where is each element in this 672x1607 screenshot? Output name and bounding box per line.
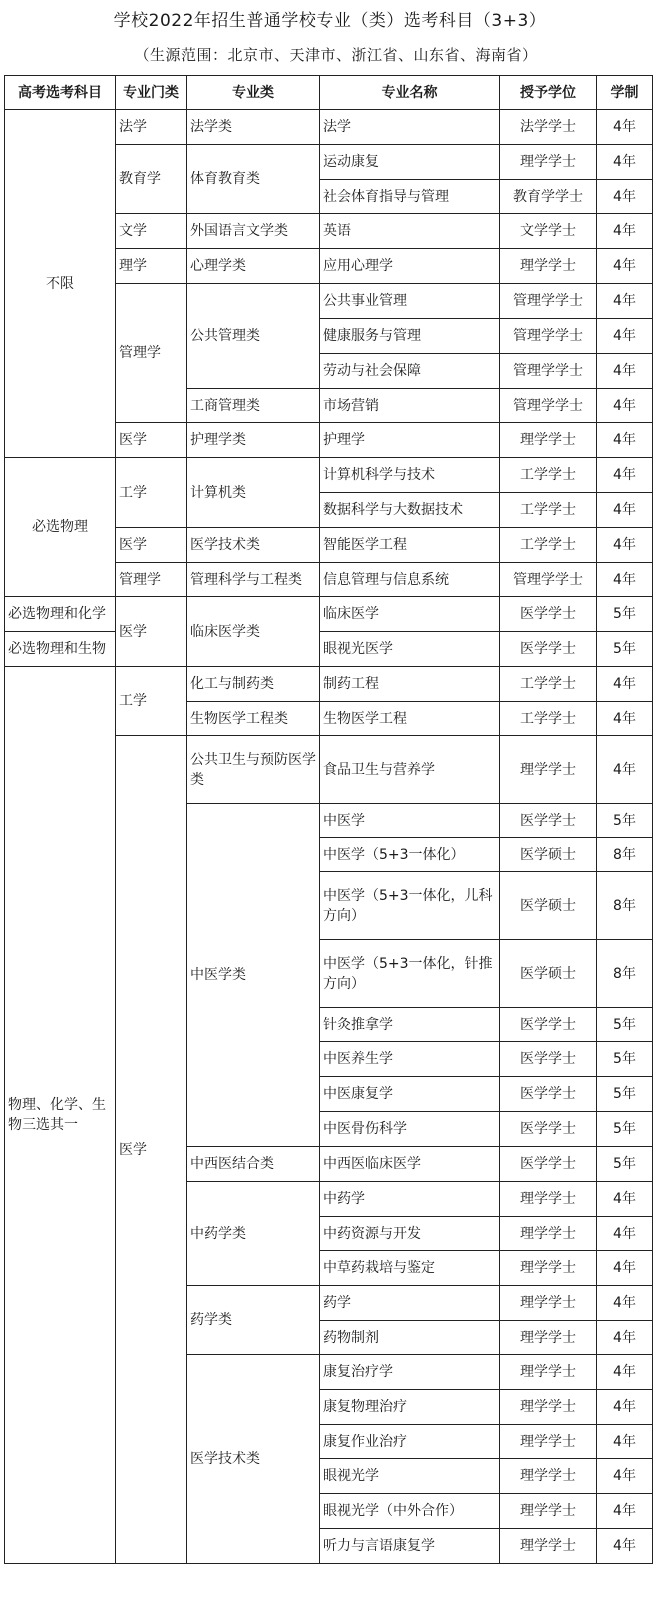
table-row (5, 667, 653, 702)
duration-cell: 8年 (597, 940, 653, 1008)
major-name-cell: 法学 (320, 110, 500, 145)
duration-cell: 5年 (597, 1112, 653, 1147)
degree-cell: 管理学学士 (500, 284, 597, 319)
major-name-cell: 社会体育指导与管理 (320, 180, 500, 214)
major-name-cell: 制药工程 (320, 667, 500, 702)
degree-cell: 工学学士 (500, 493, 597, 528)
subject-group-cell: 不限 (5, 110, 116, 458)
category-cell: 医学 (116, 423, 187, 458)
major-name-cell: 英语 (320, 214, 500, 249)
degree-cell: 医学学士 (500, 1042, 597, 1077)
duration-cell: 4年 (597, 563, 653, 597)
duration-cell: 5年 (597, 804, 653, 838)
subject-group-cell: 必选物理 (5, 458, 116, 597)
degree-cell: 医学学士 (500, 632, 597, 667)
category-cell: 教育学 (116, 145, 187, 214)
class-cell: 体育教育类 (187, 145, 320, 214)
major-name-cell: 康复物理治疗 (320, 1390, 500, 1425)
degree-cell: 理学学士 (500, 1459, 597, 1494)
header-duration: 学制 (597, 76, 653, 110)
major-name-cell: 中医学（5+3一体化，儿科方向） (320, 872, 500, 940)
duration-cell: 4年 (597, 1182, 653, 1217)
duration-cell: 4年 (597, 319, 653, 354)
class-cell: 中西医结合类 (187, 1147, 320, 1182)
duration-cell: 4年 (597, 667, 653, 702)
category-cell: 法学 (116, 110, 187, 145)
header-category: 专业门类 (116, 76, 187, 110)
degree-cell: 理学学士 (500, 1355, 597, 1390)
duration-cell: 4年 (597, 423, 653, 458)
degree-cell: 理学学士 (500, 423, 597, 458)
duration-cell: 4年 (597, 1529, 653, 1564)
subject-group-cell: 物理、化学、生物三选其一 (5, 667, 116, 1564)
major-name-cell: 中西医临床医学 (320, 1147, 500, 1182)
major-name-cell: 中药学 (320, 1182, 500, 1217)
degree-cell: 医学学士 (500, 1008, 597, 1042)
major-name-cell: 公共事业管理 (320, 284, 500, 319)
degree-cell: 文学学士 (500, 214, 597, 249)
major-table (4, 75, 653, 1564)
header-class: 专业类 (187, 76, 320, 110)
category-cell: 医学 (116, 528, 187, 563)
class-cell: 心理学类 (187, 249, 320, 284)
major-name-cell: 生物医学工程 (320, 702, 500, 736)
class-cell: 工商管理类 (187, 389, 320, 423)
subject-group-cell: 必选物理和生物 (5, 632, 116, 667)
degree-cell: 理学学士 (500, 1321, 597, 1355)
degree-cell: 医学硕士 (500, 940, 597, 1008)
header-major-name: 专业名称 (320, 76, 500, 110)
category-cell: 医学 (116, 597, 187, 667)
duration-cell: 4年 (597, 110, 653, 145)
class-cell: 法学类 (187, 110, 320, 145)
major-name-cell: 中草药栽培与鉴定 (320, 1251, 500, 1286)
class-cell: 计算机类 (187, 458, 320, 528)
duration-cell: 4年 (597, 1494, 653, 1529)
duration-cell: 5年 (597, 1008, 653, 1042)
degree-cell: 医学学士 (500, 804, 597, 838)
class-cell: 中医学类 (187, 804, 320, 1147)
duration-cell: 4年 (597, 389, 653, 423)
major-name-cell: 中药资源与开发 (320, 1217, 500, 1251)
page-subtitle: （生源范围：北京市、天津市、浙江省、山东省、海南省） (134, 46, 538, 64)
category-cell: 理学 (116, 249, 187, 284)
degree-cell: 理学学士 (500, 1494, 597, 1529)
class-cell: 公共卫生与预防医学类 (187, 736, 320, 804)
duration-cell: 4年 (597, 354, 653, 389)
major-name-cell: 针灸推拿学 (320, 1008, 500, 1042)
category-cell: 医学 (116, 736, 187, 1564)
major-name-cell: 中医学（5+3一体化） (320, 838, 500, 872)
duration-cell: 4年 (597, 284, 653, 319)
major-name-cell: 中医骨伤科学 (320, 1112, 500, 1147)
class-cell: 中药学类 (187, 1182, 320, 1286)
category-cell: 管理学 (116, 284, 187, 423)
major-name-cell: 临床医学 (320, 597, 500, 632)
table-row (5, 458, 653, 493)
duration-cell: 5年 (597, 1147, 653, 1182)
major-name-cell: 健康服务与管理 (320, 319, 500, 354)
degree-cell: 管理学学士 (500, 563, 597, 597)
major-name-cell: 药学 (320, 1286, 500, 1321)
major-name-cell: 护理学 (320, 423, 500, 458)
major-name-cell: 中医学（5+3一体化，针推方向） (320, 940, 500, 1008)
degree-cell: 理学学士 (500, 1217, 597, 1251)
major-name-cell: 运动康复 (320, 145, 500, 180)
degree-cell: 理学学士 (500, 1286, 597, 1321)
major-name-cell: 康复作业治疗 (320, 1425, 500, 1459)
major-name-cell: 眼视光学 (320, 1459, 500, 1494)
duration-cell: 4年 (597, 458, 653, 493)
subject-group-cell: 必选物理和化学 (5, 597, 116, 632)
major-name-cell: 智能医学工程 (320, 528, 500, 563)
duration-cell: 4年 (597, 736, 653, 804)
category-cell: 工学 (116, 667, 187, 736)
duration-cell: 4年 (597, 1251, 653, 1286)
degree-cell: 管理学学士 (500, 354, 597, 389)
major-name-cell: 信息管理与信息系统 (320, 563, 500, 597)
degree-cell: 工学学士 (500, 458, 597, 493)
degree-cell: 教育学学士 (500, 180, 597, 214)
degree-cell: 管理学学士 (500, 319, 597, 354)
table-row (5, 632, 653, 667)
class-cell: 化工与制药类 (187, 667, 320, 702)
class-cell: 临床医学类 (187, 597, 320, 667)
class-cell: 公共管理类 (187, 284, 320, 389)
category-cell: 文学 (116, 214, 187, 249)
degree-cell: 工学学士 (500, 702, 597, 736)
major-name-cell: 数据科学与大数据技术 (320, 493, 500, 528)
duration-cell: 5年 (597, 632, 653, 667)
class-cell: 医学技术类 (187, 1355, 320, 1564)
table-header-row (5, 76, 653, 110)
degree-cell: 理学学士 (500, 1529, 597, 1564)
duration-cell: 4年 (597, 702, 653, 736)
class-cell: 药学类 (187, 1286, 320, 1355)
degree-cell: 工学学士 (500, 667, 597, 702)
degree-cell: 理学学士 (500, 1182, 597, 1217)
duration-cell: 5年 (597, 1042, 653, 1077)
duration-cell: 5年 (597, 1077, 653, 1112)
table-row (5, 110, 653, 145)
major-name-cell: 中医学 (320, 804, 500, 838)
major-name-cell: 计算机科学与技术 (320, 458, 500, 493)
class-cell: 外国语言文学类 (187, 214, 320, 249)
duration-cell: 4年 (597, 1459, 653, 1494)
major-name-cell: 劳动与社会保障 (320, 354, 500, 389)
major-name-cell: 药物制剂 (320, 1321, 500, 1355)
degree-cell: 理学学士 (500, 249, 597, 284)
duration-cell: 4年 (597, 1425, 653, 1459)
class-cell: 生物医学工程类 (187, 702, 320, 736)
class-cell: 管理科学与工程类 (187, 563, 320, 597)
major-name-cell: 康复治疗学 (320, 1355, 500, 1390)
degree-cell: 理学学士 (500, 1390, 597, 1425)
degree-cell: 理学学士 (500, 145, 597, 180)
major-name-cell: 眼视光医学 (320, 632, 500, 667)
degree-cell: 医学硕士 (500, 838, 597, 872)
duration-cell: 4年 (597, 1355, 653, 1390)
duration-cell: 4年 (597, 1286, 653, 1321)
duration-cell: 4年 (597, 528, 653, 563)
duration-cell: 4年 (597, 249, 653, 284)
category-cell: 工学 (116, 458, 187, 528)
header-degree: 授予学位 (500, 76, 597, 110)
degree-cell: 理学学士 (500, 1425, 597, 1459)
duration-cell: 4年 (597, 493, 653, 528)
degree-cell: 医学学士 (500, 597, 597, 632)
degree-cell: 理学学士 (500, 736, 597, 804)
degree-cell: 医学学士 (500, 1147, 597, 1182)
table-row (5, 597, 653, 632)
major-name-cell: 食品卫生与营养学 (320, 736, 500, 804)
major-name-cell: 中医养生学 (320, 1042, 500, 1077)
duration-cell: 4年 (597, 145, 653, 180)
major-name-cell: 应用心理学 (320, 249, 500, 284)
class-cell: 护理学类 (187, 423, 320, 458)
degree-cell: 医学学士 (500, 1112, 597, 1147)
page-title: 学校2022年招生普通学校专业（类）选考科目（3+3） (113, 11, 547, 31)
degree-cell: 管理学学士 (500, 389, 597, 423)
duration-cell: 4年 (597, 1321, 653, 1355)
duration-cell: 5年 (597, 597, 653, 632)
major-name-cell: 听力与言语康复学 (320, 1529, 500, 1564)
duration-cell: 4年 (597, 214, 653, 249)
duration-cell: 4年 (597, 180, 653, 214)
degree-cell: 法学学士 (500, 110, 597, 145)
degree-cell: 工学学士 (500, 528, 597, 563)
major-name-cell: 眼视光学（中外合作） (320, 1494, 500, 1529)
degree-cell: 医学硕士 (500, 872, 597, 940)
header-subject: 高考选考科目 (5, 76, 116, 110)
degree-cell: 医学学士 (500, 1077, 597, 1112)
class-cell: 医学技术类 (187, 528, 320, 563)
duration-cell: 4年 (597, 1390, 653, 1425)
major-name-cell: 中医康复学 (320, 1077, 500, 1112)
major-name-cell: 市场营销 (320, 389, 500, 423)
category-cell: 管理学 (116, 563, 187, 597)
degree-cell: 理学学士 (500, 1251, 597, 1286)
duration-cell: 8年 (597, 872, 653, 940)
duration-cell: 4年 (597, 1217, 653, 1251)
duration-cell: 8年 (597, 838, 653, 872)
